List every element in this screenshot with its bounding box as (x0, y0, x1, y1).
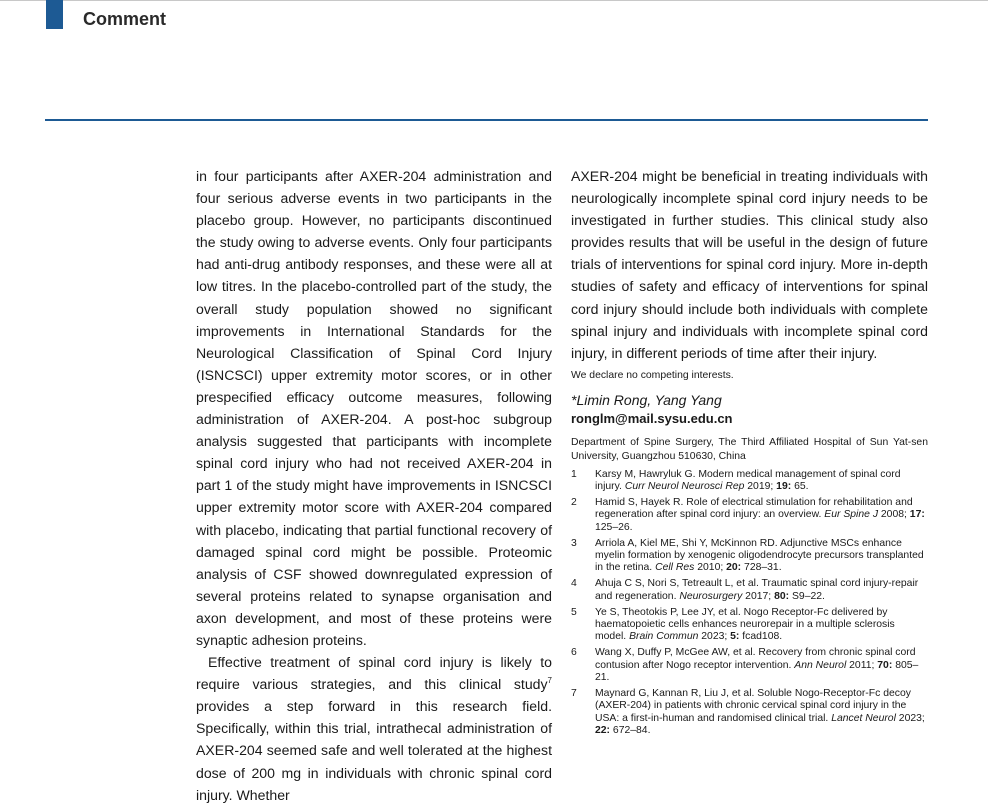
reference-item[interactable] (571, 607, 928, 644)
reference-year: 2023; (895, 712, 925, 724)
body-paragraph (196, 651, 552, 806)
reference-number: 4 (571, 578, 577, 590)
reference-pages: 728–31. (741, 562, 782, 574)
reference-journal: Curr Neurol Neurosci Rep (624, 481, 745, 493)
top-border (0, 0, 988, 1)
section-color-bar (46, 0, 63, 29)
author-affiliation: Department of Spine Surgery, The Third Affiliated Hospital of Sun Yat-sen University, Guangzhou 510630, China (571, 436, 928, 463)
reference-citation: Hamid S, Hayek R. Role of electrical stimulation for rehabilitation and regeneration after spinal cord injury: an overview. (595, 497, 913, 521)
reference-journal: Ann Neurol (794, 659, 847, 671)
reference-text (595, 469, 928, 493)
competing-interests: We declare no competing interests. (571, 369, 734, 381)
reference-year: 2017; (742, 590, 775, 602)
reference-item[interactable] (571, 469, 928, 493)
reference-journal: Neurosurgery (679, 590, 743, 602)
reference-pages: 125–26. (595, 521, 633, 533)
reference-year: 2008; (878, 509, 910, 521)
reference-list (571, 469, 928, 737)
reference-pages: 672–84. (610, 724, 651, 736)
reference-text (595, 607, 928, 644)
reference-volume: 5: (730, 631, 740, 643)
reference-volume: 17: (909, 509, 925, 521)
reference-number: 6 (571, 647, 577, 659)
reference-volume: 70: (877, 659, 893, 671)
reference-item[interactable] (571, 688, 928, 737)
reference-year: 2010; (694, 562, 727, 574)
reference-citation: Ye S, Theotokis P, Lee JY, et al. Nogo Receptor-Fc delivered by haematopoietic cells enhances neurorepair in a multiple sclerosis model. (595, 606, 895, 643)
reference-pages: S9–22. (789, 590, 825, 602)
reference-item[interactable] (571, 538, 928, 575)
reference-number: 5 (571, 606, 577, 618)
author-names: *Limin Rong, Yang Yang (571, 391, 722, 408)
reference-item[interactable] (571, 578, 928, 602)
reference-text (595, 497, 928, 534)
paragraph-text: Effective treatment of spinal cord injury is likely to require various strategies, and this clinical study (196, 654, 552, 693)
reference-volume: 22: (595, 724, 611, 736)
reference-journal: Eur Spine J (824, 509, 879, 521)
reference-text (595, 538, 928, 575)
reference-item[interactable] (571, 647, 928, 684)
right-column (571, 165, 928, 741)
reference-citation: Wang X, Duffy P, McGee AW, et al. Recovery from chronic spinal cord contusion after Nogo receptor intervention. (595, 647, 916, 671)
reference-year: 2023; (698, 631, 731, 643)
reference-volume: 19: (776, 481, 792, 493)
reference-text (595, 578, 928, 602)
reference-journal: Lancet Neurol (831, 712, 896, 724)
reference-pages: 805–21. (595, 659, 919, 683)
reference-number: 7 (571, 688, 577, 700)
left-column (196, 165, 552, 806)
body-paragraph: in four participants after AXER-204 administration and four serious adverse events in two participants in the placebo group. However, no participants discontinued the study owing to adverse events. Only four participants had anti-drug antibody responses, and these were all at low titres. In the placebo-controlled part of the study, the overall study population showed no significant improvements in International Standards for the Neurological Classification of Spinal Cord Injury (ISNCSCI) upper extremity motor scores, or in other prespecified efficacy outcome measures, following administration of AXER-204. A post-hoc subgroup analysis suggested that participants with incomplete spinal cord injury who had not received AXER-204 in part 1 of the study might have improvements in ISNCSCI upper extremity motor score with AXER-204 compared with placebo, indicating that partial functional recovery of damaged spinal cord might be possible. Proteomic analysis of CSF showed downregulated expression of several proteins related to synapse organisation and axon development, and most of these proteins were synaptic adhesion proteins. (196, 168, 552, 648)
reference-volume: 20: (726, 562, 742, 574)
reference-citation: Arriola A, Kiel ME, Shi Y, McKinnon RD. Adjunctive MSCs enhance myelin formation by xenogenic oligodendrocyte precursors transplanted in the retina. (595, 537, 924, 574)
reference-text (595, 688, 928, 737)
author-email[interactable]: ronglm@mail.sysu.edu.cn (571, 410, 733, 426)
reference-journal: Cell Res (655, 562, 695, 574)
reference-number: 1 (571, 468, 577, 480)
reference-item[interactable] (571, 497, 928, 534)
paragraph-text: provides a step forward in this research field. Specifically, within this trial, intrathecal administration of AXER-204 seemed safe and well tolerated at the highest dose of 200 mg in individuals with chronic spinal cord injury. Whether (196, 698, 552, 803)
reference-number: 3 (571, 537, 577, 549)
section-title: Comment (83, 9, 167, 29)
reference-pages: 65. (791, 481, 809, 493)
reference-text (595, 647, 928, 684)
reference-pages: fcad108. (739, 631, 783, 643)
reference-citation: Karsy M, Hawryluk G. Modern medical management of spinal cord injury. (595, 468, 901, 493)
reference-year: 2019; (744, 481, 777, 493)
reference-citation: Ahuja C S, Nori S, Tetreault L, et al. Traumatic spinal cord injury-repair and regeneration. (595, 578, 919, 602)
reference-number: 2 (571, 497, 577, 509)
header-rule (45, 119, 928, 121)
body-paragraph: AXER-204 might be beneficial in treating individuals with neurologically incomplete spinal cord injury needs to be investigated in further studies. This clinical study also provides results that will be useful in the design of future trials of interventions for spinal cord injury. More in-depth studies of safety and efficacy of interventions for spinal cord injury should include both individuals with complete spinal injury and individuals with incomplete spinal cord injury, in different periods of time after their injury. (571, 168, 928, 361)
reference-year: 2011; (846, 659, 878, 671)
reference-journal: Brain Commun (629, 631, 699, 643)
citation-superscript[interactable]: 7 (547, 676, 552, 686)
reference-volume: 80: (774, 590, 790, 602)
reference-citation: Maynard G, Kannan R, Liu J, et al. Soluble Nogo-Receptor-Fc decoy (AXER-204) in patients with chronic cervical spinal cord injury in the USA: a first-in-human and randomised clinical trial. (595, 688, 911, 724)
